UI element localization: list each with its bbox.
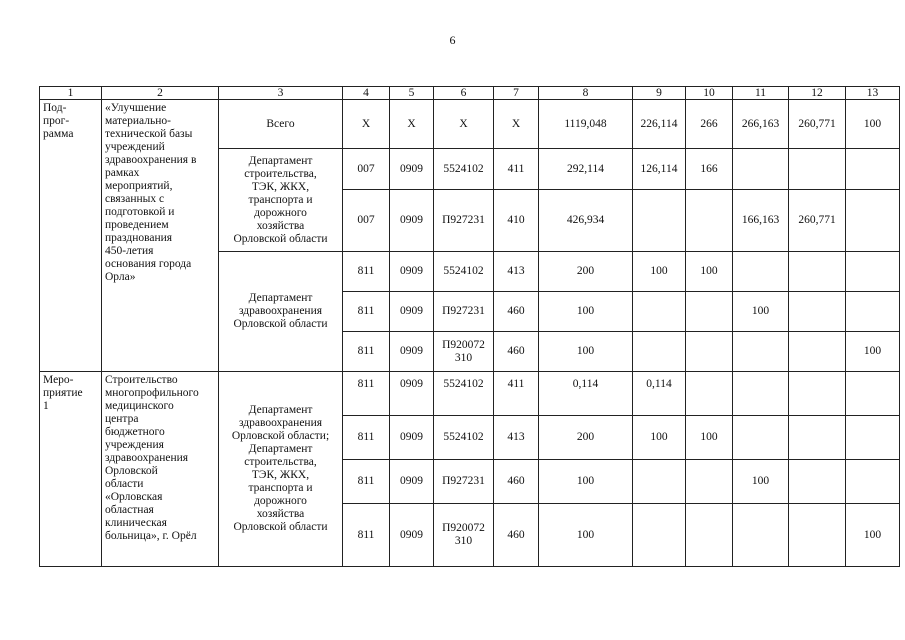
table-cell bbox=[789, 416, 846, 460]
table-cell: 811 bbox=[343, 332, 390, 372]
table-cell: 811 bbox=[343, 252, 390, 292]
table-cell: 411 bbox=[494, 149, 539, 190]
table-cell: 0909 bbox=[390, 460, 434, 504]
table-cell: Х bbox=[390, 100, 434, 149]
table-cell: 460 bbox=[494, 460, 539, 504]
table-cell bbox=[733, 149, 789, 190]
table-cell bbox=[846, 416, 900, 460]
column-number: 13 bbox=[846, 87, 900, 100]
table-cell: 811 bbox=[343, 416, 390, 460]
table-cell bbox=[686, 372, 733, 416]
table-cell: 200 bbox=[539, 416, 633, 460]
table-cell: 811 bbox=[343, 460, 390, 504]
table-cell: 0909 bbox=[390, 149, 434, 190]
table-cell: 126,114 bbox=[633, 149, 686, 190]
column-number: 10 bbox=[686, 87, 733, 100]
column-number: 8 bbox=[539, 87, 633, 100]
column-number: 11 bbox=[733, 87, 789, 100]
table-cell: 100 bbox=[733, 460, 789, 504]
table-cell: 811 bbox=[343, 504, 390, 567]
table-cell: Х bbox=[434, 100, 494, 149]
table-cell: 413 bbox=[494, 252, 539, 292]
subprogram-name-cell: «Улучшение материально- технической базы учреждений здравоохранения в рамках мероприятий, связанных с подготовкой и проведением празднования 450-летия основания города Орла» bbox=[102, 100, 219, 372]
table-cell bbox=[789, 332, 846, 372]
table-cell bbox=[789, 460, 846, 504]
table-cell: 100 bbox=[539, 332, 633, 372]
table-cell: 0909 bbox=[390, 292, 434, 332]
table-cell bbox=[846, 149, 900, 190]
table-cell bbox=[633, 460, 686, 504]
table-cell: 007 bbox=[343, 190, 390, 252]
column-number-row bbox=[40, 87, 900, 100]
executor-cell: Департамент здравоохранения Орловской области; Департамент строительства, ТЭК, ЖКХ, транспорта и дорожного хозяйства Орловской области bbox=[219, 372, 343, 567]
table-cell: 426,934 bbox=[539, 190, 633, 252]
table-cell: 166,163 bbox=[733, 190, 789, 252]
table-cell: 1119,048 bbox=[539, 100, 633, 149]
table-cell: 5524102 bbox=[434, 372, 494, 416]
table-cell: 5524102 bbox=[434, 416, 494, 460]
table-cell: 0,114 bbox=[539, 372, 633, 416]
table-cell: 200 bbox=[539, 252, 633, 292]
table-cell: 0909 bbox=[390, 252, 434, 292]
table-cell: 460 bbox=[494, 332, 539, 372]
executor-cell: Департамент строительства, ТЭК, ЖКХ, транспорта и дорожного хозяйства Орловской области bbox=[219, 149, 343, 252]
table-cell: П927231 bbox=[434, 190, 494, 252]
table-cell: 166 bbox=[686, 149, 733, 190]
table-cell: 460 bbox=[494, 292, 539, 332]
table-cell bbox=[733, 252, 789, 292]
column-number: 3 bbox=[219, 87, 343, 100]
table-cell bbox=[633, 292, 686, 332]
subprogram-type-cell: Под- прог- рамма bbox=[40, 100, 102, 372]
table-cell: 0909 bbox=[390, 190, 434, 252]
table-cell: 811 bbox=[343, 372, 390, 416]
column-number: 9 bbox=[633, 87, 686, 100]
table-cell bbox=[846, 372, 900, 416]
table-cell: 100 bbox=[539, 460, 633, 504]
table-cell: 100 bbox=[633, 252, 686, 292]
table-cell: 100 bbox=[686, 252, 733, 292]
table-cell: 5524102 bbox=[434, 149, 494, 190]
table-cell: П920072 310 bbox=[434, 504, 494, 567]
column-number: 12 bbox=[789, 87, 846, 100]
table-cell bbox=[733, 332, 789, 372]
column-number: 2 bbox=[102, 87, 219, 100]
column-number: 4 bbox=[343, 87, 390, 100]
table-row bbox=[40, 372, 900, 416]
table-cell bbox=[633, 504, 686, 567]
table-cell bbox=[733, 504, 789, 567]
table-cell: 266 bbox=[686, 100, 733, 149]
table-cell: П920072 310 bbox=[434, 332, 494, 372]
table-cell: 100 bbox=[733, 292, 789, 332]
table-cell: 0,114 bbox=[633, 372, 686, 416]
column-number: 1 bbox=[40, 87, 102, 100]
table-cell: 100 bbox=[633, 416, 686, 460]
table-cell bbox=[633, 190, 686, 252]
table-cell: 266,163 bbox=[733, 100, 789, 149]
table-cell bbox=[846, 252, 900, 292]
table-cell: 0909 bbox=[390, 416, 434, 460]
table-cell: 100 bbox=[846, 100, 900, 149]
table-cell bbox=[733, 372, 789, 416]
column-number: 7 bbox=[494, 87, 539, 100]
table-cell: 226,114 bbox=[633, 100, 686, 149]
table-cell: 260,771 bbox=[789, 100, 846, 149]
table-cell bbox=[846, 292, 900, 332]
page-number: 6 bbox=[449, 33, 456, 47]
table-cell: 292,114 bbox=[539, 149, 633, 190]
table-cell: 811 bbox=[343, 292, 390, 332]
activity-type-cell: Меро- приятие 1 bbox=[40, 372, 102, 567]
table-cell bbox=[846, 190, 900, 252]
table-cell: 5524102 bbox=[434, 252, 494, 292]
table-cell bbox=[686, 460, 733, 504]
budget-table bbox=[39, 86, 900, 567]
table-cell bbox=[789, 149, 846, 190]
column-number: 5 bbox=[390, 87, 434, 100]
table-cell bbox=[686, 190, 733, 252]
table-cell: 0909 bbox=[390, 504, 434, 567]
table-cell: 410 bbox=[494, 190, 539, 252]
table-cell bbox=[686, 504, 733, 567]
table-cell: Х bbox=[494, 100, 539, 149]
table-cell: П927231 bbox=[434, 292, 494, 332]
table-cell: П927231 bbox=[434, 460, 494, 504]
table-cell bbox=[789, 292, 846, 332]
table-cell: 100 bbox=[539, 292, 633, 332]
table-row bbox=[40, 100, 900, 149]
table-cell: Х bbox=[343, 100, 390, 149]
table-cell bbox=[686, 292, 733, 332]
activity-name-cell: Строительство многопрофильного медицинского центра бюджетного учреждения здравоохранения Орловской области «Орловская областная клиническая больница», г. Орёл bbox=[102, 372, 219, 567]
table-cell: 100 bbox=[539, 504, 633, 567]
table-cell: 0909 bbox=[390, 372, 434, 416]
executor-cell: Департамент здравоохранения Орловской области bbox=[219, 252, 343, 372]
table-cell: 0909 bbox=[390, 332, 434, 372]
table-cell bbox=[686, 332, 733, 372]
table-cell: 007 bbox=[343, 149, 390, 190]
table-cell bbox=[789, 504, 846, 567]
table-cell: 100 bbox=[846, 332, 900, 372]
table-cell: 100 bbox=[686, 416, 733, 460]
column-number: 6 bbox=[434, 87, 494, 100]
table-cell: 460 bbox=[494, 504, 539, 567]
table-cell: 413 bbox=[494, 416, 539, 460]
table-cell: 411 bbox=[494, 372, 539, 416]
table-cell bbox=[846, 460, 900, 504]
table-cell bbox=[633, 332, 686, 372]
table-cell bbox=[733, 416, 789, 460]
table-cell: 260,771 bbox=[789, 190, 846, 252]
table-cell bbox=[789, 252, 846, 292]
table-cell bbox=[789, 372, 846, 416]
table-cell: 100 bbox=[846, 504, 900, 567]
total-label-cell: Всего bbox=[219, 100, 343, 149]
